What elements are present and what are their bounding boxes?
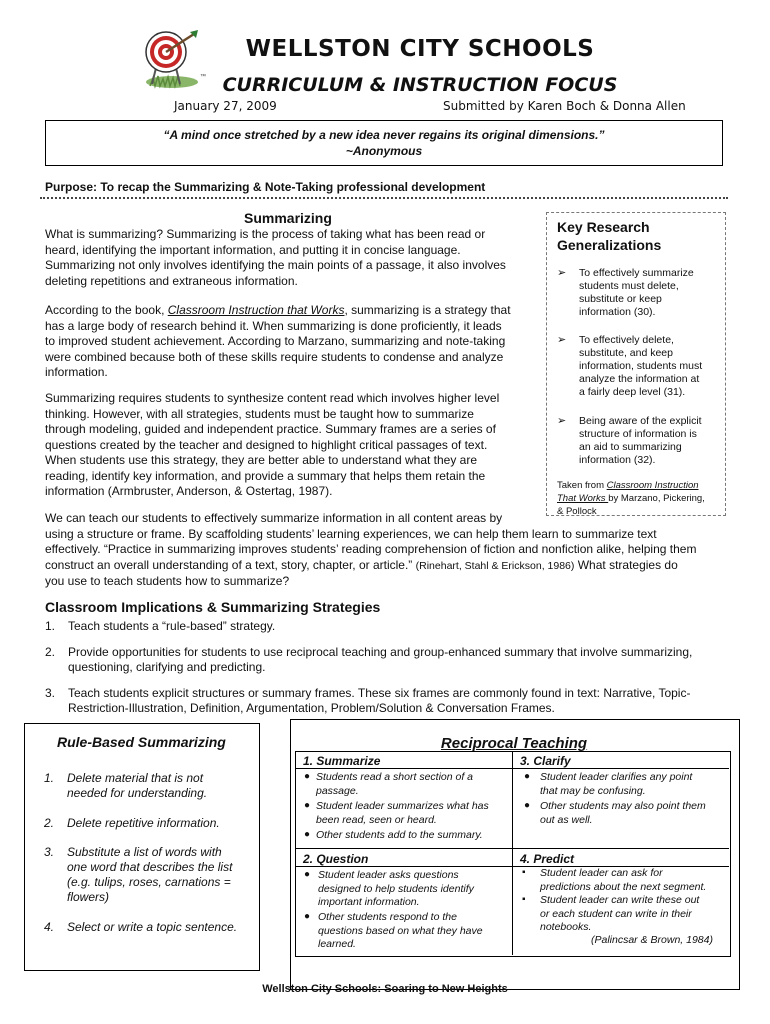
list-item xyxy=(68,686,728,716)
text-line: Delete material that is not xyxy=(67,771,204,785)
quote-text: “A mind once stretched by a new idea never regains its original dimensions.” xyxy=(163,128,605,142)
text-line: flowers) xyxy=(67,890,110,904)
text-line: To effectively summarize xyxy=(579,267,694,279)
key-research-item xyxy=(579,415,717,467)
summarizing-paragraph-1 xyxy=(45,227,506,289)
submitted-by: Submitted by Karen Boch & Donna Allen xyxy=(443,99,686,113)
text-line: Student leader asks questions xyxy=(318,869,459,881)
text-line: Student leader can ask for xyxy=(540,867,663,879)
text-line: were combined because both of these skills require students to condense and analyze xyxy=(45,349,504,364)
text-line: important information. xyxy=(318,896,420,908)
text-line: & Pollock xyxy=(557,506,597,517)
text-line: Student leader clarifies any point xyxy=(540,771,693,783)
bullet-icon: ● xyxy=(304,869,311,880)
text-segment: by Marzano, Pickering, xyxy=(608,493,705,504)
text-line: passage. xyxy=(316,784,359,797)
source-note xyxy=(557,479,723,518)
rule-item xyxy=(67,771,253,801)
text-line: substitute, and keep xyxy=(579,347,673,359)
date: January 27, 2009 xyxy=(174,99,277,113)
text-line: Other students add to the summary. xyxy=(316,829,483,841)
text-line: one word that describes the list xyxy=(67,860,233,874)
list-number: 2. xyxy=(44,816,55,830)
text-line: students must delete, xyxy=(579,280,679,292)
list-item xyxy=(68,645,728,675)
text-line: deleting repetitions and extraneous information. xyxy=(45,273,298,288)
text-line: Student leader can write these out xyxy=(540,894,700,906)
heading-line: Generalizations xyxy=(557,237,662,253)
text-line: using a structure or frame. By scaffolding students’ learning experiences, we can help them learn to summarize text xyxy=(45,526,657,541)
text-line: information (32). xyxy=(579,454,656,466)
text-line: Other students respond to the xyxy=(318,911,457,923)
text-line: learned. xyxy=(318,938,356,950)
text-line: through modeling, guided and independent practice. Summary frames are a series of xyxy=(45,422,496,436)
focus-title: CURRICULUM & INSTRUCTION FOCUS xyxy=(222,74,618,96)
text-line: information (30). xyxy=(579,306,656,318)
text-segment: According to the book, xyxy=(45,303,168,317)
text-line xyxy=(45,303,511,319)
text-line: (e.g. tulips, roses, carnations = xyxy=(67,875,231,889)
summarizing-paragraph-3 xyxy=(45,391,499,500)
text-line: Restriction-Illustration, Definition, Argumentation, Problem/Solution & Conversation Frames. xyxy=(68,701,555,715)
text-line: We can teach our students to effectively summarize information in all content areas by xyxy=(45,511,503,525)
bullet-icon: ● xyxy=(304,829,311,840)
text-segment: Taken from xyxy=(557,480,607,491)
text-line: that may be confusing. xyxy=(540,784,646,797)
text-line: Student leader summarizes what has xyxy=(316,800,489,812)
summarize-bullet xyxy=(316,771,510,798)
question-bullet xyxy=(318,869,510,910)
text-line: designed to help students identify xyxy=(318,882,474,895)
text-line: information. xyxy=(45,365,108,379)
list-number: 1. xyxy=(45,619,56,633)
summarize-title: 1. Summarize xyxy=(303,754,381,768)
text-line: When students use this strategy, they are better able to understand what they are xyxy=(45,453,478,467)
arrow-bullet-icon: ➢ xyxy=(557,415,567,427)
reciprocal-teaching-heading xyxy=(290,735,738,752)
arrow-bullet-icon: ➢ xyxy=(557,334,567,346)
list-number: 3. xyxy=(45,686,56,700)
text-line: a fairly deep level (31). xyxy=(579,386,686,398)
text-line: to improved student achievement. According to Marzano, summarizing and note-taking xyxy=(45,334,506,348)
predict-bullet xyxy=(540,894,728,935)
bullet-icon: ● xyxy=(304,800,311,811)
text-line xyxy=(45,558,696,575)
bullet-icon: ● xyxy=(524,771,531,782)
bullet-icon: ▪ xyxy=(522,867,526,878)
book-title: Classroom Instruction xyxy=(606,480,699,491)
quote-author: ~Anonymous xyxy=(345,144,423,158)
text-line: Teach students a “rule-based” strategy. xyxy=(68,619,276,633)
text-segment: , summarizing is a strategy that xyxy=(344,303,511,317)
footer-tagline: Wellston City Schools: Soaring to New Heights xyxy=(262,983,508,995)
rule-item xyxy=(67,845,253,905)
implications-heading: Classroom Implications & Summarizing Strategies xyxy=(45,599,381,615)
text-line: What is summarizing? Summarizing is the process of taking what has been read or xyxy=(45,227,486,241)
text-line: Provide opportunities for students to use reciprocal teaching and group-enhanced summary that involve summarizing, xyxy=(68,645,693,659)
text-line xyxy=(557,492,723,505)
heading-text: Reciprocal Teaching xyxy=(440,735,588,752)
list-number: 3. xyxy=(44,845,55,859)
heading-line: Key Research xyxy=(557,219,650,235)
list-number: 4. xyxy=(44,920,55,934)
bullet-icon: ▪ xyxy=(522,894,526,905)
text-line xyxy=(557,479,723,492)
text-line: To effectively delete, xyxy=(579,334,674,346)
text-line: Teach students explicit structures or summary frames. These six frames are commonly found in text: Narrative, Topic- xyxy=(68,686,691,700)
quote xyxy=(45,127,723,159)
text-line: information, students must xyxy=(579,360,703,372)
key-research-heading xyxy=(557,218,661,254)
text-line: an aid to summarizing xyxy=(579,441,682,453)
text-line: Delete repetitive information. xyxy=(67,816,220,830)
summarize-bullet xyxy=(316,800,510,827)
book-title: That Works xyxy=(557,493,609,504)
bullet-icon: ● xyxy=(304,771,311,782)
question-bullet xyxy=(318,911,510,952)
text-line: questions based on what they have xyxy=(318,924,483,937)
text-line: notebooks. xyxy=(540,921,592,933)
text-line: thinking. However, with all strategies, students must be taught how to summarize xyxy=(45,406,474,421)
text-line: been read, seen or heard. xyxy=(316,813,437,826)
svg-text:™: ™ xyxy=(200,74,206,80)
rule-item xyxy=(67,920,253,935)
predict-bullet xyxy=(540,867,728,894)
text-line: or each student can write in their xyxy=(540,907,692,920)
summarize-bullet xyxy=(316,829,510,843)
purpose-line: Purpose: To recap the Summarizing & Note-Taking professional development xyxy=(45,180,486,194)
text-segment: What strategies do xyxy=(574,557,678,572)
predict-title: 4. Predict xyxy=(520,852,575,866)
citation: (Rinehart, Stahl & Erickson, 1986) xyxy=(415,559,575,572)
text-line: you use to teach students how to summarize? xyxy=(45,574,290,588)
text-line: substitute or keep xyxy=(579,293,662,305)
text-line: analyze the information at xyxy=(579,373,700,385)
text-line: predictions about the next segment. xyxy=(540,880,707,893)
text-line: questions created by the teacher and designed to highlight critical passages of text. xyxy=(45,437,488,452)
text-line: structure of information is xyxy=(579,428,697,440)
summarizing-paragraph-2 xyxy=(45,303,511,381)
list-item xyxy=(68,619,728,634)
school-title: WELLSTON CITY SCHOOLS xyxy=(245,36,595,62)
text-line: Summarizing not only involves identifying the main points of a passage, it also involves xyxy=(45,258,506,272)
clarify-bullet xyxy=(540,800,728,827)
question-title: 2. Question xyxy=(303,852,369,866)
text-line: heard, identifying the important information, and putting it in concise language. xyxy=(45,242,461,257)
clarify-bullet xyxy=(540,771,728,798)
text-line: questioning, clarifying and predicting. xyxy=(68,660,266,674)
key-research-item xyxy=(579,267,717,319)
book-title: Classroom Instruction that Works xyxy=(167,303,345,317)
text-line: effectively. “Practice in summarizing improves students’ reading comprehension of fiction and nonfiction alike, helping them xyxy=(45,542,697,556)
list-number: 1. xyxy=(44,771,55,785)
text-line: needed for understanding. xyxy=(67,786,208,800)
text-line: Substitute a list of words with xyxy=(67,845,222,859)
summarizing-paragraph-4 xyxy=(45,511,696,590)
text-line: has a large body of research behind it. When summarizing is done proficiently, it leads xyxy=(45,318,502,333)
bullet-icon: ● xyxy=(524,800,531,811)
rule-based-heading: Rule-Based Summarizing xyxy=(57,734,226,750)
reciprocal-citation: (Palincsar & Brown, 1984) xyxy=(591,934,713,946)
text-line: Select or write a topic sentence. xyxy=(67,920,238,934)
text-line: information (Armbruster, Anderson, & Ostertag, 1987). xyxy=(45,484,333,498)
summarizing-heading: Summarizing xyxy=(244,210,332,226)
arrow-bullet-icon: ➢ xyxy=(557,267,567,279)
table-rule xyxy=(512,751,513,955)
text-line: Being aware of the explicit xyxy=(579,415,702,427)
text-line: Summarizing requires students to synthesize content read which involves higher level xyxy=(45,391,500,405)
bullet-icon: ● xyxy=(304,911,311,922)
clarify-title: 3. Clarify xyxy=(520,754,571,768)
text-line: out as well. xyxy=(540,813,593,826)
text-line: Other students may also point them xyxy=(540,800,706,812)
list-number: 2. xyxy=(45,645,56,659)
divider xyxy=(40,197,728,199)
key-research-item xyxy=(579,334,717,399)
text-line: reading, identify key information, and provide a summary that helps them retain the xyxy=(45,468,486,483)
rule-item xyxy=(67,816,253,831)
text-segment: construct an overall understanding of a text, story, chapter, or article.” xyxy=(45,557,416,572)
text-line: Students read a short section of a xyxy=(316,771,474,783)
